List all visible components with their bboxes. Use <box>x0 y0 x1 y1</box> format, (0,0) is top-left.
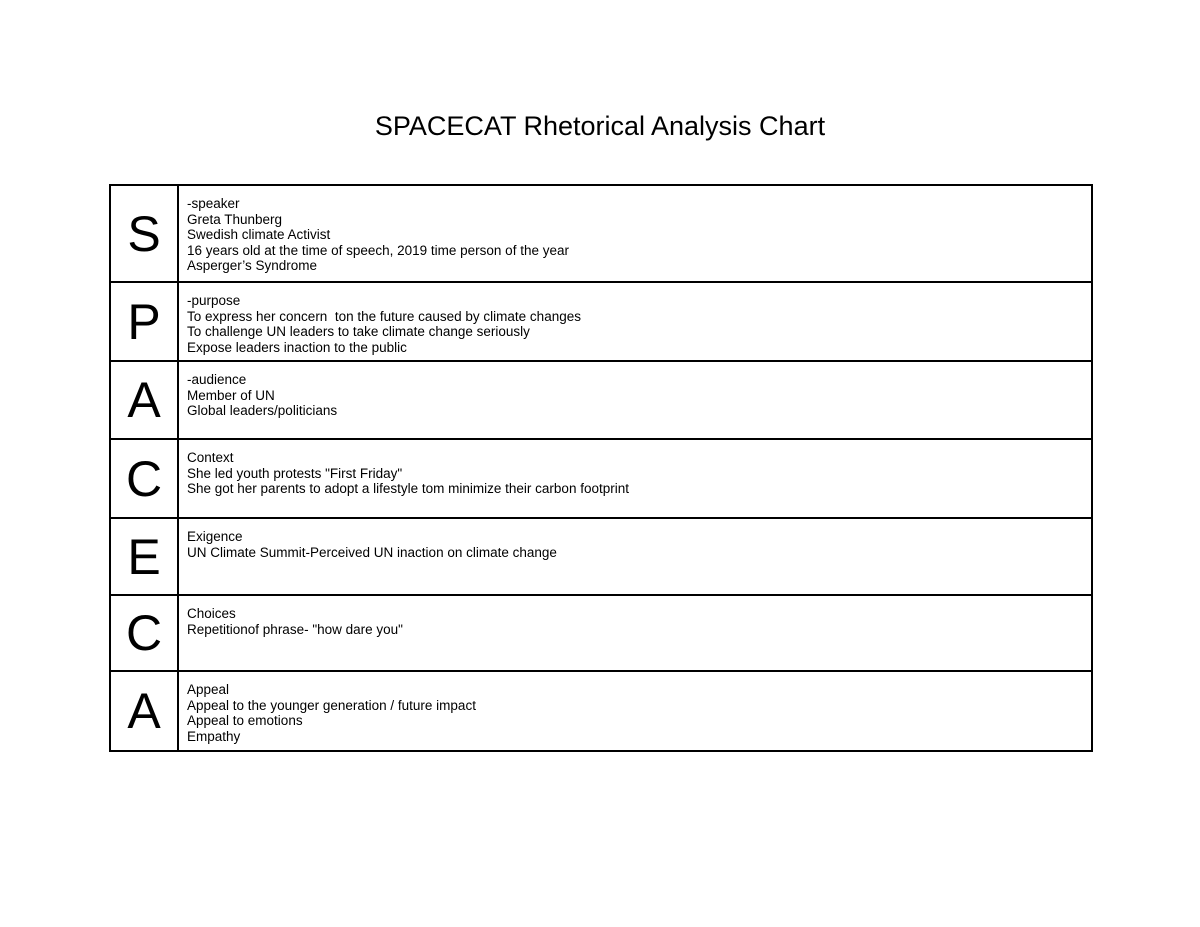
table-row-speaker <box>110 185 1092 282</box>
row-text-line: She got her parents to adopt a lifestyle tom minimize their carbon footprint <box>187 481 629 497</box>
row-letter: C <box>110 595 178 671</box>
row-content <box>178 282 1092 361</box>
spacecat-table <box>109 184 1093 752</box>
row-text-line: 16 years old at the time of speech, 2019 time person of the year <box>187 242 569 258</box>
row-text-line: Appeal to emotions <box>187 713 303 729</box>
row-text-line: Asperger’s Syndrome <box>187 258 318 274</box>
row-text-line: -speaker <box>187 196 240 211</box>
row-letter: S <box>110 185 178 282</box>
row-text-line: UN Climate Summit-Perceived UN inaction on climate change <box>187 544 557 560</box>
table-row-audience <box>110 361 1092 439</box>
row-content <box>178 361 1092 439</box>
row-text-line: Swedish climate Activist <box>187 227 331 243</box>
row-text-line: -audience <box>187 372 247 387</box>
row-letter: A <box>110 671 178 751</box>
row-text-line: Expose leaders inaction to the public <box>187 339 407 355</box>
row-text-line: Empathy <box>187 728 241 744</box>
row-text-line: Choices <box>187 606 236 621</box>
row-content <box>178 671 1092 751</box>
row-text-line: To challenge UN leaders to take climate change seriously <box>187 324 530 340</box>
row-text-line: Global leaders/politicians <box>187 403 338 419</box>
table-row-purpose <box>110 282 1092 361</box>
row-text-line: Repetitionof phrase- "how dare you" <box>187 621 403 637</box>
row-letter: C <box>110 439 178 518</box>
row-content <box>178 185 1092 282</box>
table-row-appeal <box>110 671 1092 751</box>
row-text-line: -purpose <box>187 293 241 308</box>
page-title: SPACECAT Rhetorical Analysis Chart <box>374 111 826 141</box>
row-text-line: Member of UN <box>187 387 275 403</box>
table-row-context <box>110 439 1092 518</box>
row-text-line: Appeal to the younger generation / future impact <box>187 697 476 713</box>
row-text-line: Context <box>187 450 234 465</box>
row-letter: A <box>110 361 178 439</box>
table-row-choices <box>110 595 1092 671</box>
row-content <box>178 439 1092 518</box>
table-row-exigence <box>110 518 1092 595</box>
row-text-line: Exigence <box>187 529 243 544</box>
row-text-line: Appeal <box>187 682 230 697</box>
row-text-line: Greta Thunberg <box>187 211 283 227</box>
row-letter: E <box>110 518 178 595</box>
row-text-line: She led youth protests "First Friday" <box>187 465 403 481</box>
row-letter: P <box>110 282 178 361</box>
row-content <box>178 595 1092 671</box>
row-text-line: To express her concern ton the future caused by climate changes <box>187 308 581 324</box>
row-content <box>178 518 1092 595</box>
